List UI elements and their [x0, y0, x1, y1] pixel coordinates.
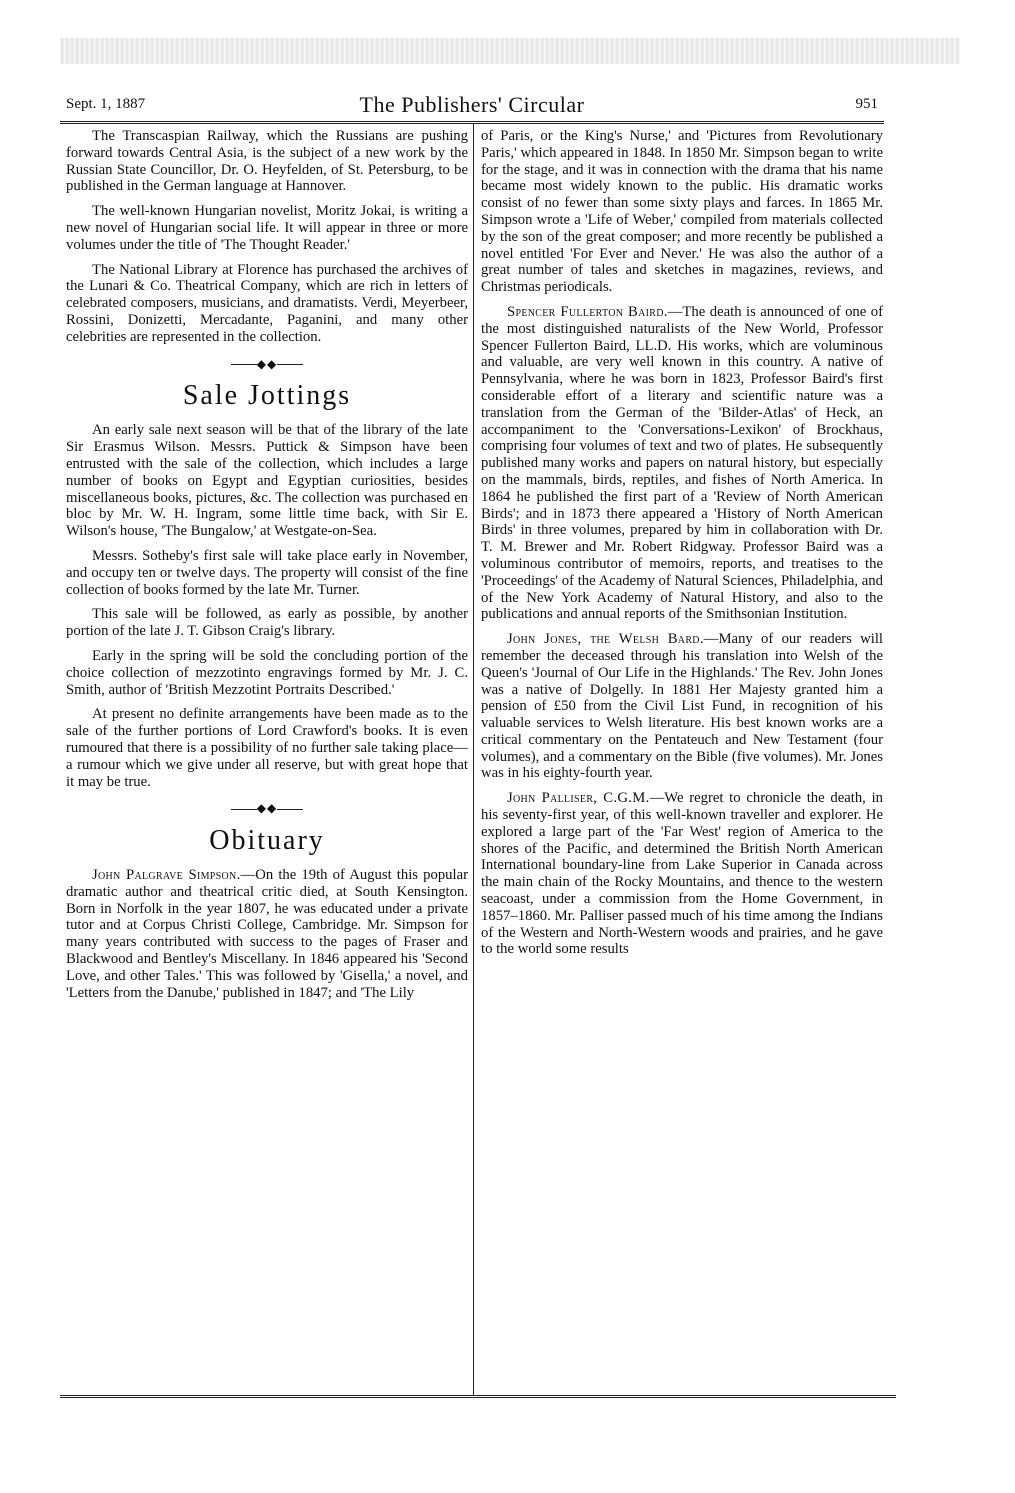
- paragraph-sale-sotheby: Messrs. Sotheby's first sale will take place early in November, and occupy ten or twelve days. The property will consist of the fine collection of books formed by the late Mr. Turner.: [66, 547, 468, 598]
- left-column: [66, 128, 468, 1009]
- obit-name-palliser: John Palliser, C.G.M.: [507, 790, 650, 807]
- obituary-heading: Obituary: [209, 825, 325, 857]
- paragraph-sale-crawford: At present no definite arrangements have been made as to the sale of the further portions of Lord Crawford's books. It is even rumoured that there is a possibility of no further sale taking place—a rumour which we give under all reserve, but with great hope that it may be true.: [66, 706, 468, 790]
- sale-jottings-heading: Sale Jottings: [182, 380, 352, 412]
- page-number: 951: [855, 96, 878, 112]
- paragraph-sale-craig: This sale will be followed, as early as possible, by another portion of the late J. T. Gibson Craig's library.: [66, 606, 468, 640]
- paragraph-obit-simpson: [66, 867, 468, 1001]
- page-header: [66, 92, 878, 118]
- scan-edge-band: [60, 38, 960, 64]
- obit-name-simpson: John Palgrave Simpson.: [92, 867, 241, 884]
- header-date: Sept. 1, 1887: [66, 96, 146, 112]
- paragraph-obit-baird: [481, 304, 883, 623]
- section-ornament-2: ◆◆: [66, 800, 468, 817]
- paragraph-sale-wilson: An early sale next season will be that of the library of the late Sir Erasmus Wilson. Messrs. Puttick & Simpson have been entrusted with the sale of the collection, which includes a large number of books on Egypt and Egyptian curiosities, besides miscellaneous books, pictures, &c. The collection was purchased en bloc by Mr. W. H. Ingram, some little time back, with Sir E. Wilson's house, 'The Bungalow,' at Westgate-on-Sea.: [66, 422, 468, 540]
- paragraph-simpson-continued: of Paris, or the King's Nurse,' and 'Pictures from Revolutionary Paris,' which appeared in 1848. In 1850 Mr. Simpson began to write for the stage, and it was in connection with the drama that his name became most widely known to the public. His dramatic works consist of no fewer than some sixty plays and farces. In 1865 Mr. Simpson wrote a 'Life of Weber,' compiled from materials collected by the son of the great composer; and more recently be published a novel entitled 'For Ever and Never.' He was also the author of a great number of tales and sketches in magazines, reviews, and Christmas periodicals.: [481, 128, 883, 296]
- obit-text-palliser: —We regret to chronicle the death, in his seventy-first year, of this well-known traveller and explorer. He explored a large part of the 'Far West' region of America to the shores of the Pacific, and determined the British North American International boundary-line from Lake Superior in Canada across the main chain of the Rocky Mountains, and thence to the western seacoast, under a commission from the Home Government, in 1857–1860. Mr. Palliser passed much of his time among the Indians of the Western and North-Western woods and prairies, and he gave to the world some results: [481, 790, 883, 958]
- column-divider: [473, 124, 474, 1396]
- obit-text-baird: —The death is announced of one of the most distinguished naturalists of the New World, Professor Spencer Fullerton Baird, LL.D. His works, which are voluminous and valuable, are very well known in this country. A native of Pennsylvania, where he was born in 1823, Professor Baird's first considerable effort of a literary and scientific nature was a translation from the German of the 'Bilder-Atlas' of Heck, an accompaniment to the 'Conversations-Lexikon' of Brockhaus, comprising four volumes of text and two of plates. He subsequently published many works and papers on natural history, but especially on the mammals, birds, reptiles, and fishes of North America. In 1864 he published the first part of a 'Review of North American Birds'; and in 1873 there appeared a 'History of North American Birds' in three volumes, prepared by him in collaboration with Dr. T. M. Brewer and Mr. Robert Ridgway. Professor Baird was a voluminous contributor of memoirs, reports, and treatises to the 'Proceedings' of the Academy of Natural Sciences, Philadelphia, and of the New York Academy of Natural History, and also to the publications and annual reports of the Smithsonian Institution.: [481, 303, 884, 623]
- header-rule: [60, 121, 884, 124]
- paragraph-florence: The National Library at Florence has purchased the archives of the Lunari & Co. Theatrical Company, which are rich in letters of celebrated composers, musicians, and dramatists. Verdi, Meyerbeer, Rossini, Donizetti, Mercadante, Paganini, and many other celebrities are represented in the collection.: [66, 261, 468, 345]
- paragraph-sale-smith: Early in the spring will be sold the concluding portion of the choice collection of mezzotinto engravings formed by Mr. J. C. Smith, author of 'British Mezzotint Portraits Described.': [66, 647, 468, 698]
- obit-text-jones: —Many of our readers will remember the deceased through his translation into Welsh of the Queen's 'Journal of Our Life in the Highlands.' The Rev. John Jones was a native of Dolgelly. In 1881 Her Majesty granted him a pension of £50 from the Civil List Fund, in recognition of his valuable services to Welsh literature. His best known works are a critical commentary on the Pentateuch and New Testament (four volumes), and a commentary on the Bible (five volumes). Mr. Jones was in his eighty-fourth year.: [481, 631, 883, 782]
- paragraph-transcaspian: The Transcaspian Railway, which the Russians are pushing forward towards Central Asia, is the subject of a new work by the Russian State Councillor, Dr. O. Heyfelden, of St. Petersburg, to be published in the German language at Hannover.: [66, 128, 468, 195]
- paragraph-obit-jones: [481, 631, 883, 782]
- paragraph-jokai: The well-known Hungarian novelist, Moritz Jokai, is writing a new novel of Hungarian social life. It will appear in three or more volumes under the title of 'The Thought Reader.': [66, 203, 468, 253]
- obit-name-baird: Spencer Fullerton Baird.: [507, 303, 668, 320]
- obit-text-simpson: —On the 19th of August this popular dramatic author and theatrical critic died, at South Kensington. Born in Norfolk in the year 1807, he was educated under a private tutor and at Corpus Christi College, Cambridge. Mr. Simpson for many years contributed with success to the pages of Fraser and Blackwood and Bentley's Miscellany. In 1846 appeared his 'Second Love, and other Tales.' This was followed by 'Gisella,' a novel, and 'Letters from the Danube,' published in 1847; and 'The Lily: [66, 867, 469, 1001]
- section-ornament: ◆◆: [66, 356, 468, 373]
- footer-rule: [60, 1395, 896, 1398]
- right-column: [481, 128, 883, 966]
- obit-name-jones: John Jones, the Welsh Bard.: [507, 631, 704, 648]
- paragraph-obit-palliser: [481, 790, 883, 958]
- running-title: The Publishers' Circular: [359, 92, 585, 117]
